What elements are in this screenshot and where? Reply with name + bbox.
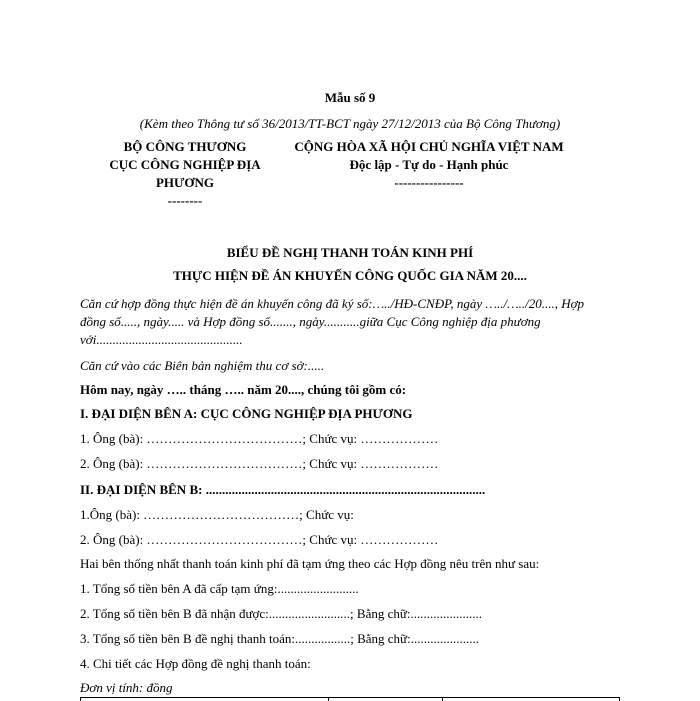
basis-line4: Căn cứ vào các Biên bản nghiệm thu cơ sở:..... bbox=[80, 358, 325, 373]
party-a-person2: 2. Ông (bà): ………………………………; Chức vụ: ……………… bbox=[80, 456, 439, 471]
agreement-item3: 3. Tổng số tiền bên B đề nghị thanh toán:.................; Bằng chữ:..................... bbox=[80, 631, 479, 646]
left-header bbox=[92, 138, 278, 210]
right-header-separator: ---------------- bbox=[394, 175, 464, 190]
title-line2: THỰC HIỆN ĐỀ ÁN KHUYẾN CÔNG QUỐC GIA NĂM 20.... bbox=[173, 268, 527, 283]
title-line1: BIỂU ĐỀ NGHỊ THANH TOÁN KINH PHÍ bbox=[226, 245, 474, 260]
left-header-separator: -------- bbox=[167, 193, 203, 208]
left-header-line1: BỘ CÔNG THƯƠNG bbox=[123, 139, 247, 154]
party-b-person2: 2. Ông (bà): ………………………………; Chức vụ: ……………… bbox=[80, 532, 439, 547]
detail-table-top-border bbox=[80, 697, 620, 701]
agreement-item2: 2. Tổng số tiền bên B đã nhận được:.........................; Bằng chữ:...................... bbox=[80, 606, 483, 621]
agreement-intro: Hai bên thống nhất thanh toán kinh phí đã tạm ứng theo các Hợp đồng nêu trên như sau: bbox=[80, 556, 540, 571]
basis-line1: Căn cứ hợp đồng thực hiện đề án khuyến công đã ký số:…../HĐ-CNĐP, ngày …../…../20...., Hợp bbox=[80, 296, 585, 311]
right-header bbox=[284, 138, 574, 192]
basis-line3: với............................................. bbox=[80, 332, 243, 347]
left-header-line3: PHƯƠNG bbox=[155, 175, 214, 190]
today-line: Hôm nay, ngày ….. tháng ….. năm 20...., chúng tôi gồm có: bbox=[80, 382, 407, 397]
form-number: Mẫu số 9 bbox=[324, 90, 376, 105]
party-b-person1: 1.Ông (bà): ………………………………; Chức vụ: bbox=[80, 507, 354, 522]
agreement-item1: 1. Tổng số tiền bên A đã cấp tạm ứng:......................... bbox=[80, 581, 359, 596]
right-header-line2: Độc lập - Tự do - Hạnh phúc bbox=[349, 157, 509, 172]
unit-label: Đơn vị tính: đồng bbox=[80, 680, 173, 695]
attachment-note: (Kèm theo Thông tư số 36/2013/TT-BCT ngày 27/12/2013 của Bộ Công Thương) bbox=[139, 116, 561, 131]
party-a-person1: 1. Ông (bà): ………………………………; Chức vụ: ……………… bbox=[80, 431, 439, 446]
left-header-line2: CỤC CÔNG NGHIỆP ĐỊA bbox=[109, 157, 261, 172]
right-header-line1: CỘNG HÒA XÃ HỘI CHỦ NGHĨA VIỆT NAM bbox=[294, 139, 564, 154]
party-a-heading: I. ĐẠI DIỆN BÊN A: CỤC CÔNG NGHIỆP ĐỊA PHƯƠNG bbox=[80, 406, 413, 421]
basis-line2: đồng số....., ngày..... và Hợp đồng số......., ngày...........giữa Cục Công nghiệp địa phương bbox=[80, 314, 541, 329]
agreement-item4: 4. Chi tiết các Hợp đồng đề nghị thanh toán: bbox=[80, 656, 311, 671]
party-b-heading: II. ĐẠI DIỆN BÊN B: ...................................................................................... bbox=[80, 482, 486, 497]
